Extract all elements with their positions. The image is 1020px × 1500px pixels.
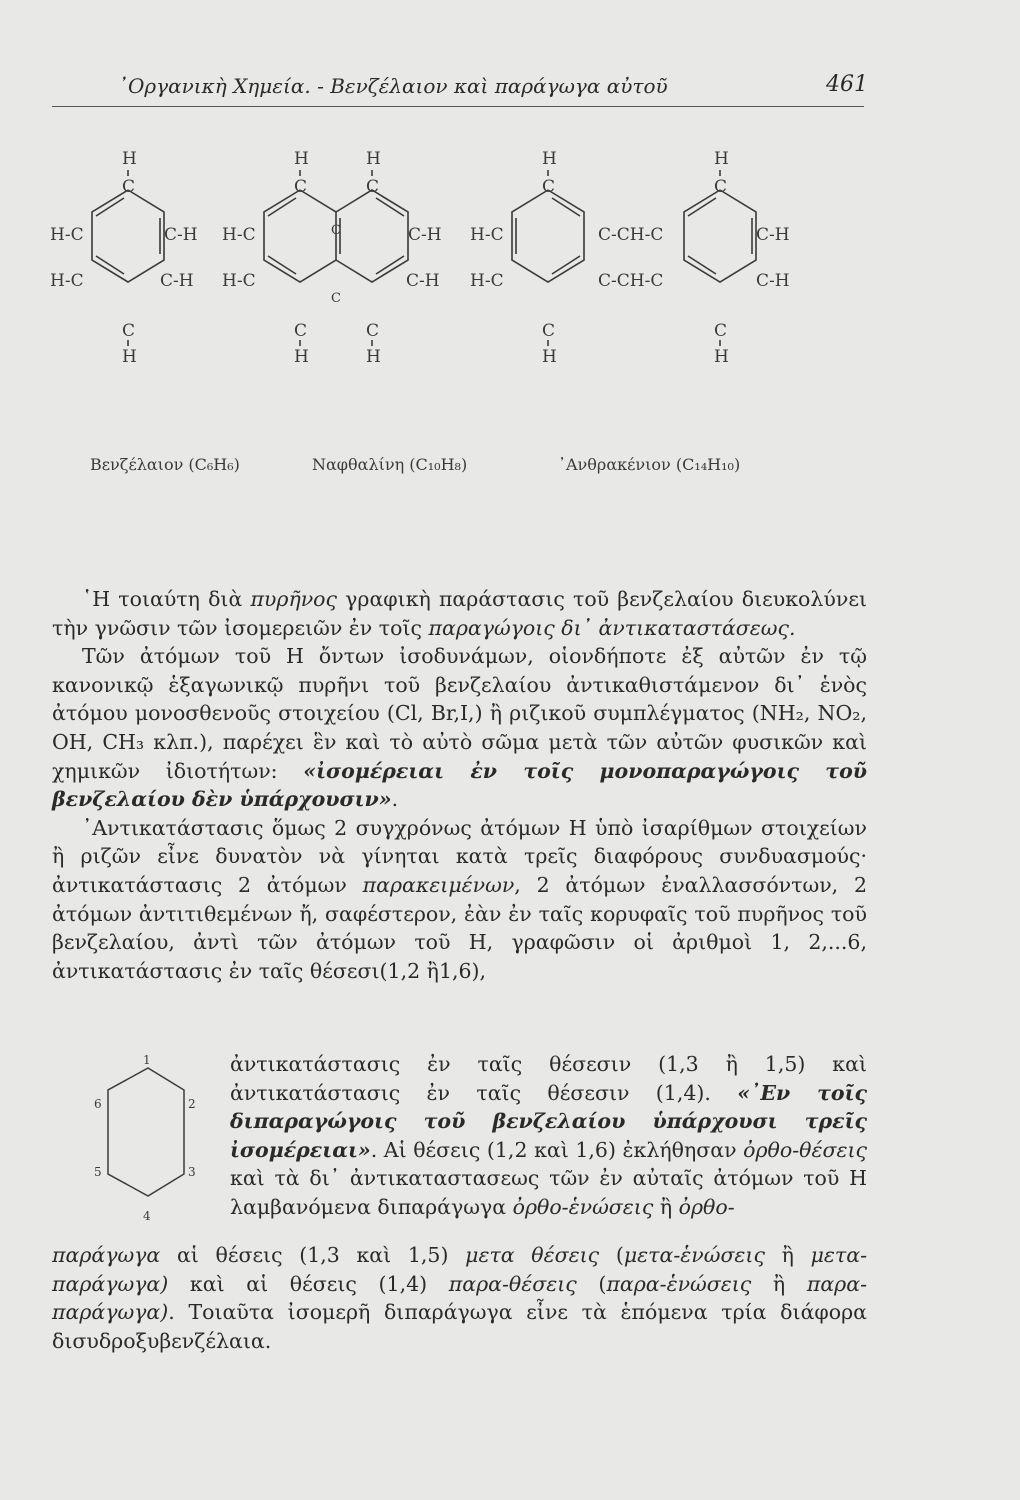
anthracene-h-top-right: H [714, 149, 729, 169]
caption-naphthalene: Ναφθαλίνη (C₁₀H₈) [312, 455, 468, 474]
position-label-4: 4 [143, 1209, 151, 1223]
anthracene-ch-lower: C-H [756, 271, 790, 291]
text-run: , 2 ἀτόμων ἐναλλασσόντων, 2 ἀτόμων ἀντιτιθεμένων ἤ, σαφέστερον, ἐὰν ἐν ταῖς κορυφαῖς τοῦ πυρῆνος τοῦ βενζελαίου, ἀντὶ τῶν ἀτόμων τοῦ Η, γραφῶσιν οἱ ἀριθμοὶ 1, 2,...6, ἀντικατάστασις ἐν ταῖς θέσεσι(1,2 ἢ1,6), [52, 872, 867, 983]
anthracene-cchc-lower: C-CH-C [598, 271, 664, 291]
anthracene-h-bottom-right: H [714, 347, 729, 367]
text-run: ἢ [764, 1243, 811, 1267]
text-run-italic: μετα-ἑνώσεις [623, 1243, 765, 1267]
body-text [52, 585, 867, 985]
naphthalene-h-bottom-left: H [294, 347, 309, 367]
text-run: ᾿Αντικατάστασις ὅμως 2 συγχρόνως ἀτόμων Η ὑπὸ ἰσαρίθμων στοιχείων ἢ ριζῶν εἶνε δυνατὸν νὰ γίνηται κατὰ τρεῖς διαφόρους συνδυασμούς· ἀντικατάστασις 2 ἀτόμων [52, 815, 867, 897]
position-label-5: 5 [94, 1165, 102, 1179]
naphthalene-c-bottom-right: C [366, 321, 380, 341]
tail-text [52, 1241, 867, 1355]
naphthalene-c-top-right: C [366, 177, 380, 197]
naphthalene-h-bottom-right: H [366, 347, 381, 367]
position-label-2: 2 [188, 1097, 196, 1111]
text-run-italic: μετα-παράγωγα) [52, 1243, 868, 1296]
text-run-italic: μετα θέσεις [465, 1243, 600, 1267]
anthracene-c-bottom-left: C [542, 321, 556, 341]
anthracene-c-top-right: C [714, 177, 728, 197]
naphthalene-ch-upper: C-H [408, 225, 442, 245]
naphthalene-c-fusion-bottom: C [331, 291, 341, 306]
anthracene-ring-right [684, 190, 756, 282]
text-run: . [391, 787, 399, 812]
formula-diagram [0, 130, 1020, 390]
naphthalene-c-fusion-top: C [331, 223, 341, 238]
anthracene-hc-lower: H-C [470, 271, 504, 291]
naphthalene-c-top-left: C [294, 177, 308, 197]
paragraph-1 [52, 585, 867, 642]
text-run: καὶ τὰ δι᾿ ἀντικαταστασεως τῶν ἐν αὐταῖς ἀτόμων τοῦ Η λαμβανόμενα διπαράγωγα [230, 1166, 867, 1219]
benzene-ch-lower: C-H [160, 271, 194, 291]
text-run-italic: ὀρθο-ἑνώσεις [512, 1194, 654, 1219]
side-text [230, 1050, 867, 1222]
benzene-h-bottom: H [122, 347, 137, 367]
benzene-hc-lower: H-C [50, 271, 84, 291]
text-run-italic: ὀρθο-θέσεις [743, 1137, 867, 1162]
ring-bonds [92, 170, 756, 346]
numbered-hexagon [80, 1052, 220, 1230]
text-run: ( [576, 1271, 607, 1296]
text-run-italic: παρακειμένων [362, 872, 515, 897]
caption-anthracene: ᾿Ανθρακένιον (C₁₄H₁₀) [558, 455, 741, 474]
anthracene-cchc-upper: C-CH-C [598, 225, 664, 245]
text-run: ῾Η τοιαύτη διὰ [82, 587, 251, 611]
text-run: ἢ [751, 1271, 807, 1296]
benzene-c-bottom: C [122, 321, 136, 341]
paragraph-3 [52, 814, 867, 986]
text-run-bold-italic: «ἰσομέρειαι ἐν τοῖς μονοπαραγώγοις τοῦ βενζελαίου δὲν ὑπάρχουσιν» [52, 758, 867, 812]
anthracene-ring-left [512, 190, 584, 282]
naphthalene-h-top-left: H [294, 149, 309, 169]
text-run: ἀντικατάστασις ἐν ταῖς θέσεσιν (1,3 ἢ 1,5) καὶ ἀντικατάστασις ἐν ταῖς θέσεσιν (1,4). [230, 1052, 867, 1105]
anthracene-ch-upper: C-H [756, 225, 790, 245]
text-run-italic: παρα-ἑνώσεις [606, 1271, 752, 1296]
text-run: ( [599, 1243, 624, 1267]
naphthalene-c-bottom-left: C [294, 321, 308, 341]
text-run-italic: πυρῆνος [250, 587, 338, 611]
anthracene-h-top-left: H [542, 149, 557, 169]
text-run-italic: ὀρθο- [678, 1194, 735, 1219]
naphthalene-ring-right [336, 190, 408, 282]
position-label-6: 6 [94, 1097, 102, 1111]
text-run-italic: παρα-παράγωγα) [52, 1271, 867, 1325]
text-run: ἢ [653, 1194, 679, 1219]
benzene-h-top: H [122, 149, 137, 169]
benzene-ch-upper: C-H [164, 225, 198, 245]
text-run: αἱ θέσεις (1,3 καὶ 1,5) [160, 1243, 466, 1267]
text-run: . Αἱ θέσεις (1,2 καὶ 1,6) ἐκλήθησαν [370, 1137, 744, 1162]
text-run-italic: παρα-θέσεις [448, 1271, 577, 1296]
hexagon-outline [108, 1068, 184, 1196]
text-run: γραφικὴ παράστασις τοῦ βενζελαίου διευκολύνει τὴν γνῶσιν τῶν ἰσομερειῶν ἐν τοῖς [52, 587, 867, 640]
header-title: ᾿Οργανικὴ Χημεία. - Βενζέλαιον καὶ παράγωγα αὐτοῦ [118, 74, 668, 98]
header-rule [52, 106, 864, 107]
naphthalene-ring-left [264, 190, 336, 282]
position-label-1: 1 [143, 1053, 151, 1067]
anthracene-h-bottom-left: H [542, 347, 557, 367]
text-run: . Τοιαῦτα ἰσομερῆ διπαράγωγα εἶνε τὰ ἑπόμενα τρία διάφορα δισυδροξυβενζέλαια. [52, 1300, 867, 1353]
anthracene-hc-upper: H-C [470, 225, 504, 245]
anthracene-c-bottom-right: C [714, 321, 728, 341]
caption-benzene: Βενζέλαιον (C₆H₆) [90, 455, 240, 474]
formula-captions [0, 455, 1020, 485]
position-label-3: 3 [188, 1165, 196, 1179]
page-number: 461 [826, 72, 868, 97]
naphthalene-hc-lower: H-C [222, 271, 256, 291]
benzene-ring [92, 190, 164, 282]
naphthalene-ch-lower: C-H [406, 271, 440, 291]
benzene-hc-upper: H-C [50, 225, 84, 245]
text-run: Τῶν ἀτόμων τοῦ Η ὄντων ἰσοδυνάμων, οἱονδήποτε ἐξ αὐτῶν ἐν τῷ κανονικῷ ἑξαγωνικῷ πυρῆνι τοῦ βενζελαίου ἀντικαθιστάμενον δι᾿ ἑνὸς ἀτόμου μονοσθενοῦς στοιχείου (Cl, Br,I,) ἢ ριζικοῦ συμπλέγματος (NH₂, NO₂, OH, CH₃ κλπ.), παρέχει ἓν καὶ τὸ αὐτὸ σῶμα μετὰ τῶν αὐτῶν φυσικῶν καὶ χημικῶν ἰδιοτήτων: [52, 644, 867, 783]
tail-paragraph [52, 1241, 867, 1355]
naphthalene-hc-upper: H-C [222, 225, 256, 245]
paragraph-2 [52, 642, 867, 814]
text-run-italic: παράγωγα [52, 1243, 161, 1267]
running-header [118, 70, 868, 110]
anthracene-c-top-left: C [542, 177, 556, 197]
text-run-bold-italic: «᾿Εν τοῖς διπαραγώγοις τοῦ βενζελαίου ὑπάρχουσι τρεῖς ἰσομέρειαι» [230, 1080, 867, 1162]
benzene-c-top: C [122, 177, 136, 197]
side-paragraph [230, 1050, 867, 1222]
text-run-italic: παραγώγοις δι᾿ ἀντικαταστάσεως. [428, 615, 796, 640]
naphthalene-h-top-right: H [366, 149, 381, 169]
text-run: καὶ αἱ θέσεις (1,4) [168, 1271, 449, 1296]
structural-formulas [0, 130, 1020, 390]
